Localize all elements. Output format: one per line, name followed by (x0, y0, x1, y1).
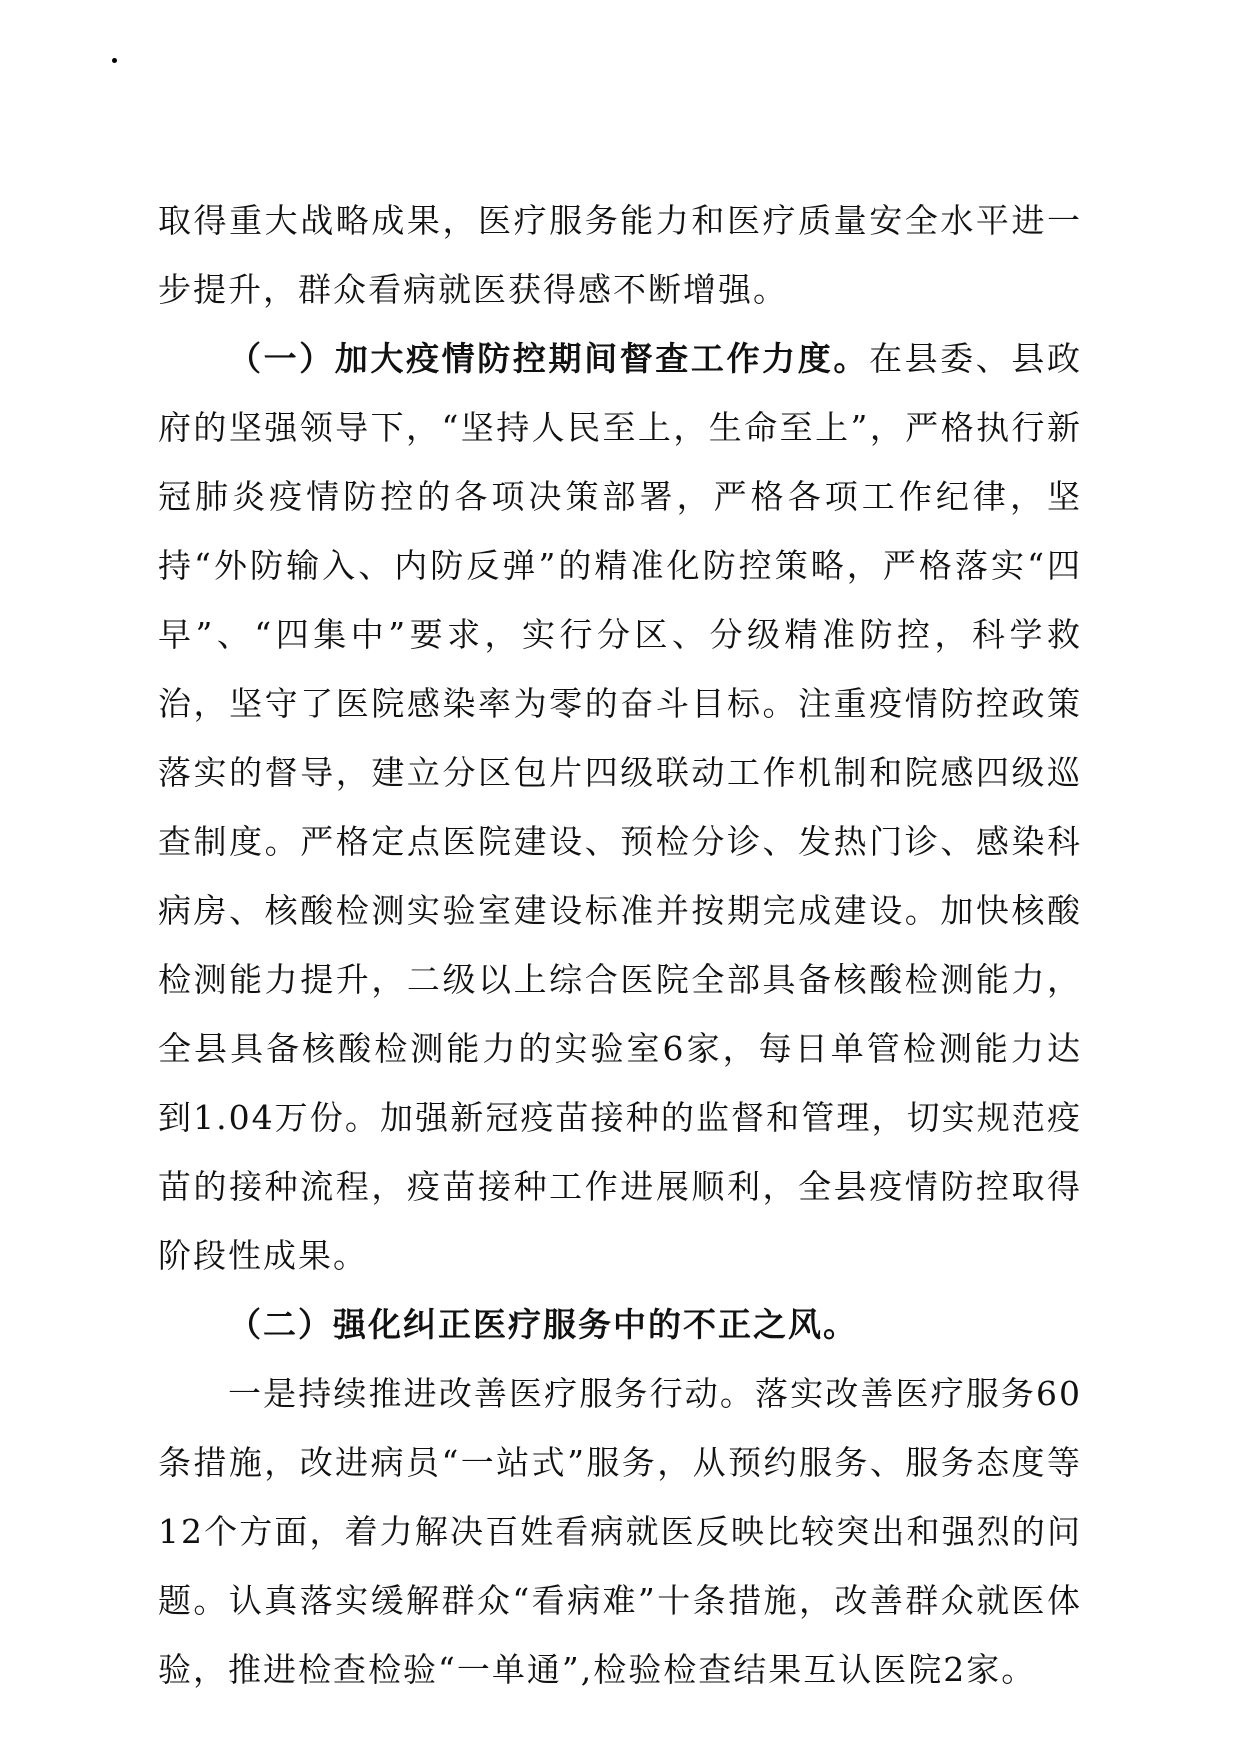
section-heading: （一）加大疫情防控期间督查工作力度。 (228, 339, 869, 378)
paragraph-section-one (158, 324, 1082, 1290)
document-body (158, 186, 1082, 1704)
paragraph-text: 在县委、县政府的坚强领导下，“坚持人民至上，生命至上”，严格执行新冠肺炎疫情防控的各项决策部署，严格各项工作纪律，坚持“外防输入、内防反弹”的精准化防控策略，严格落实“四早”、“四集中”要求，实行分区、分级精准防控，科学救治，坚守了医院感染率为零的奋斗目标。注重疫情防控政策落实的督导，建立分区包片四级联动工作机制和院感四级巡查制度。严格定点医院建设、预检分诊、发热门诊、感染科病房、核酸检测实验室建设标准并按期完成建设。加快核酸检测能力提升，二级以上综合医院全部具备核酸检测能力，全县具备核酸检测能力的实验室6家，每日单管检测能力达到1.04万份。加强新冠疫苗接种的监督和管理，切实规范疫苗的接种流程，疫苗接种工作进展顺利，全县疫情防控取得阶段性成果。 (158, 339, 1083, 1275)
paragraph-continuation (158, 186, 1082, 324)
scan-speck (112, 58, 117, 63)
paragraph-section-two (158, 1290, 1082, 1359)
paragraph-text: 取得重大战略成果，医疗服务能力和医疗质量安全水平进一步提升，群众看病就医获得感不断增强。 (158, 201, 1082, 309)
paragraph-text: 一是持续推进改善医疗服务行动。落实改善医疗服务60条措施，改进病员“一站式”服务，从预约服务、服务态度等12个方面，着力解决百姓看病就医反映比较突出和强烈的问题。认真落实缓解群众“看病难”十条措施，改善群众就医体验，推进检查检验“一单通”,检验检查结果互认医院2家。 (158, 1374, 1082, 1689)
section-heading: （二）强化纠正医疗服务中的不正之风。 (228, 1305, 858, 1344)
paragraph-item-one (158, 1359, 1082, 1704)
